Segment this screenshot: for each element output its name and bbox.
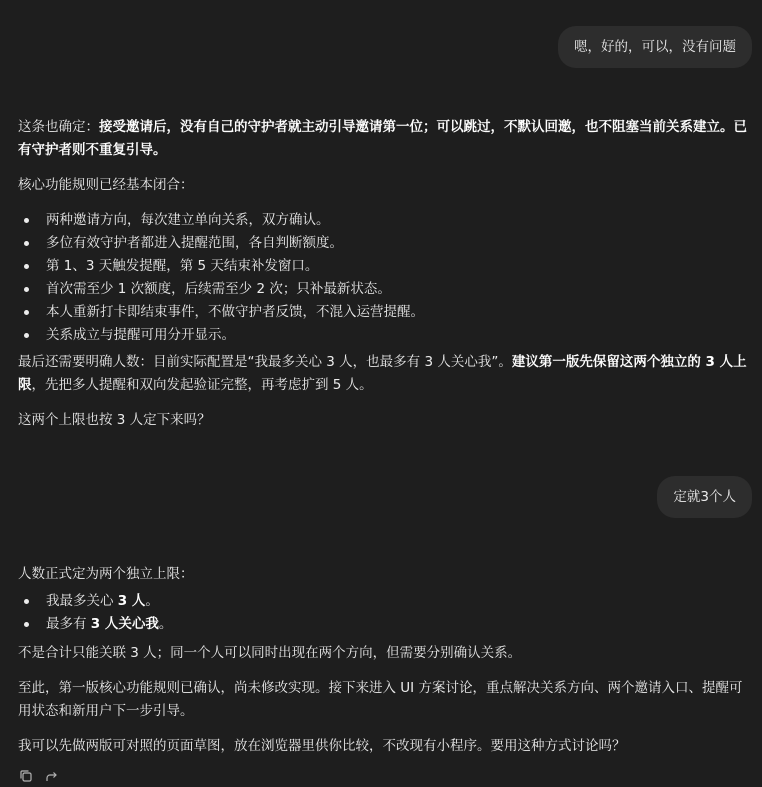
user-message-bubble	[657, 476, 752, 518]
question-paragraph: 这两个上限也按 3 人定下来吗？	[18, 412, 211, 428]
list-item: 关系成立与提醒可用分开显示。	[18, 324, 750, 347]
limit-bold: 3 人	[117, 593, 146, 609]
limit-prefix: 最多有	[46, 616, 91, 632]
confirmation-bold: 接受邀请后，没有自己的守护者就主动引导邀请第一位；可以跳过，不默认回邀，也不阻塞当前关系建立。已有守护者则不重复引导。	[18, 119, 747, 158]
limits-intro: 人数正式定为两个独立上限：	[18, 566, 194, 582]
user-message-bubble	[558, 26, 752, 68]
list-item: 多位有效守护者都进入提醒范围，各自判断额度。	[18, 232, 750, 255]
limits-list	[18, 590, 750, 636]
assistant-message	[18, 563, 750, 758]
limit-bold: 3 人关心我	[90, 616, 159, 632]
user-message-text: 定就3个人	[673, 489, 736, 505]
list-item	[18, 613, 750, 636]
rules-list	[18, 209, 750, 347]
share-icon[interactable]	[44, 768, 60, 784]
limit-suffix: 。	[145, 593, 159, 609]
list-item: 第 1、3 天触发提醒，第 5 天结束补发窗口。	[18, 255, 750, 278]
count-paragraph	[18, 351, 750, 397]
confirmation-prefix: 这条也确定：	[18, 119, 99, 135]
list-item: 本人重新打卡即结束事件，不做守护者反馈，不混入运营提醒。	[18, 301, 750, 324]
status-paragraph: 至此，第一版核心功能规则已确认，尚未修改实现。接下来进入 UI 方案讨论，重点解决关系方向、两个邀请入口、提醒可用状态和新用户下一步引导。	[18, 680, 743, 719]
count-prefix: 最后还需要明确人数：目前实际配置是“我最多关心 3 人，也最多有 3 人关心我”。	[18, 354, 512, 370]
count-bold: 建议第一版先保留这两个独立的 3 人上限	[18, 354, 747, 393]
user-message-text: 嗯，好的，可以，没有问题	[574, 39, 736, 55]
count-suffix: ，先把多人提醒和双向发起验证完整，再考虑扩到 5 人。	[31, 377, 373, 393]
copy-icon[interactable]	[18, 768, 34, 784]
limit-suffix: 。	[158, 616, 173, 632]
list-item: 首次需至少 1 次额度，后续需至少 2 次；只补最新状态。	[18, 278, 750, 301]
list-item	[18, 590, 750, 613]
assistant-message	[18, 116, 750, 432]
list-item: 两种邀请方向，每次建立单向关系，双方确认。	[18, 209, 750, 232]
rules-intro: 核心功能规则已经基本闭合：	[18, 177, 194, 193]
proposal-paragraph: 我可以先做两版可对照的页面草图，放在浏览器里供你比较，不改现有小程序。要用这种方式讨论吗？	[18, 738, 626, 754]
confirmation-paragraph	[18, 116, 750, 162]
limit-prefix: 我最多关心	[46, 593, 118, 609]
message-actions	[18, 768, 60, 784]
note-paragraph: 不是合计只能关联 3 人；同一个人可以同时出现在两个方向，但需要分别确认关系。	[18, 645, 522, 661]
